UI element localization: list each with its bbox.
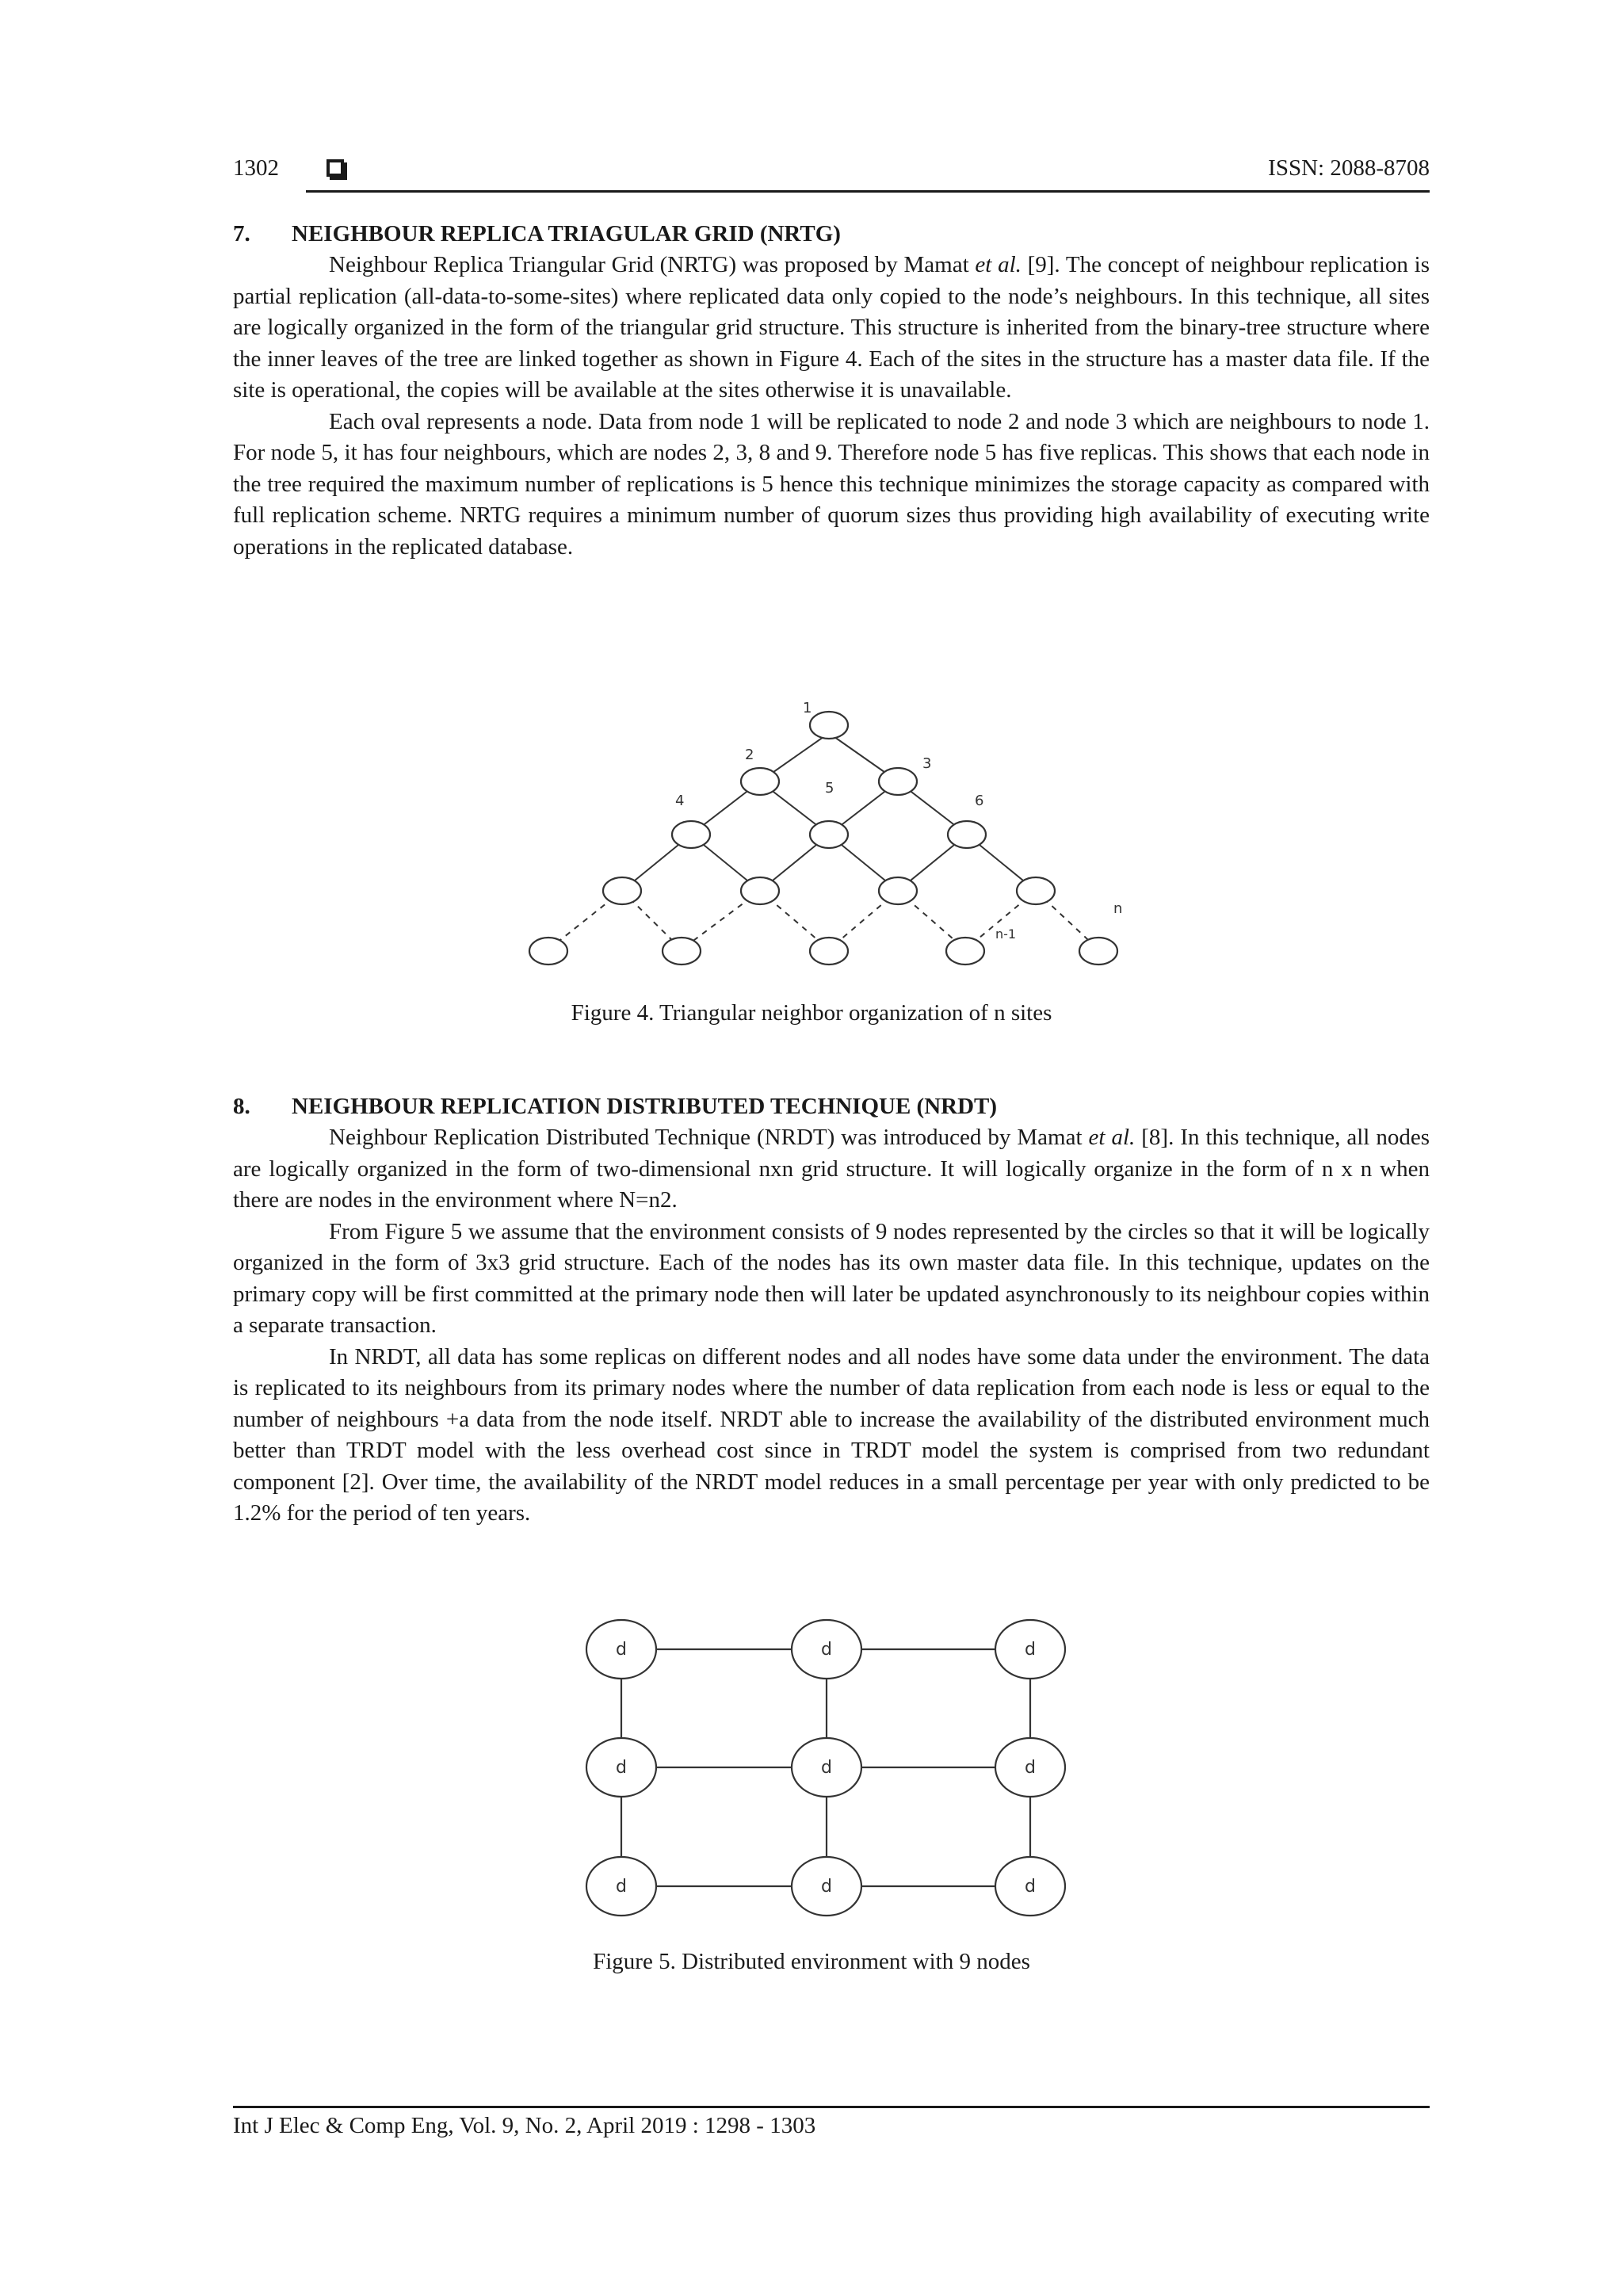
section-8-p1-text: Neighbour Replication Distributed Technique (NRDT) was introduced by Mamat <box>329 1125 1089 1150</box>
node-label-3: 3 <box>922 755 932 772</box>
grid-node-label: d <box>616 1758 627 1778</box>
section-7-p1-etal: et al. <box>975 252 1022 277</box>
section-7-heading: NEIGHBOUR REPLICA TRIAGULAR GRID (NRTG) <box>292 221 841 246</box>
page-number: 1302 <box>233 155 279 181</box>
section-8-p1-rest: [8]. In this technique, all nodes are logically organized in the form of two-dimensional nxn grid structure. It will logically organize in the form of n x n when there are nodes in the environment where N=n2. <box>233 1125 1430 1213</box>
node-label-n-1: n-1 <box>995 926 1017 942</box>
section-7-p1-rest: [9]. The concept of neighbour replication is partial replication (all-data-to-some-sites) where replicated data only copied to the node’s neighbours. In this technique, all sites are logically organized in the form of the triangular grid structure. This structure is inherited from the binary-tree structure where the inner leaves of the tree are linked together as shown in Figure 4. Each of the sites in the structure has a master data file. If the site is operational, the copies will be available at the sites otherwise it is unavailable. <box>233 252 1430 403</box>
grid-node-label: d <box>1025 1877 1036 1897</box>
footer-rule <box>233 2106 1430 2108</box>
section-8-number: 8. <box>233 1094 250 1119</box>
section-7-number: 7. <box>233 221 250 246</box>
node-label-n: n <box>1113 900 1123 917</box>
section-8-heading: NEIGHBOUR REPLICATION DISTRIBUTED TECHNIQUE (NRDT) <box>292 1094 998 1119</box>
figure-4-caption: Figure 4. Triangular neighbor organization of n sites <box>571 1000 1052 1026</box>
node-label-1: 1 <box>803 700 812 716</box>
node-label-6: 6 <box>975 793 984 809</box>
section-8-paragraph-2: From Figure 5 we assume that the environment consists of 9 nodes represented by the circles so that it will be logically organized in the form of 3x3 grid structure. Each of the nodes has its own master data file. In this technique, updates on the primary copy will be first committed at the primary node then will later be updated asynchronously to its neighbour copies within a separate transaction. <box>233 1218 1430 1338</box>
section-7-p1-text: Neighbour Replica Triangular Grid (NRTG) was proposed by Mamat <box>329 252 976 277</box>
grid-node-label: d <box>821 1640 832 1660</box>
section-7-paragraph-2: Each oval represents a node. Data from node 1 will be replicated to node 2 and node 3 which are neighbours to node 1. For node 5, it has four neighbours, which are nodes 2, 3, 8 and 9. Therefore node 5 has five replicas. This shows that each node in the tree required the maximum number of replications is 5 hence this technique minimizes the storage capacity as compared with full replication scheme. NRTG requires a minimum number of quorum sizes thus providing high availability of executing write operations in the replicated database. <box>233 408 1430 560</box>
grid-node-label: d <box>821 1877 832 1897</box>
grid-node-label: d <box>1025 1640 1036 1660</box>
node-label-5: 5 <box>825 780 834 797</box>
section-8-paragraph-3: In NRDT, all data has some replicas on different nodes and all nodes have some data under the environment. The data is replicated to its neighbours from its primary nodes where the number of data replication from each node is less or equal to the number of neighbours +a data from the node itself. NRDT able to increase the availability of the distributed environment much better than TRDT model with the less overhead cost since in TRDT model the system is comprised from two redundant component [2]. Over time, the availability of the NRDT model reduces in a small percentage per year with only predicted to be 1.2% for the period of ten years. <box>233 1343 1430 1526</box>
grid-node-label: d <box>616 1877 627 1897</box>
footer-citation: Int J Elec & Comp Eng, Vol. 9, No. 2, April 2019 : 1298 - 1303 <box>233 2113 816 2138</box>
node-label-4: 4 <box>675 793 685 809</box>
grid-node-label: d <box>616 1640 627 1660</box>
grid-node-label: d <box>821 1758 832 1778</box>
issn: ISSN: 2088-8708 <box>1268 155 1430 181</box>
figure-5-caption: Figure 5. Distributed environment with 9 nodes <box>593 1949 1030 1974</box>
section-8-p1-etal: et al. <box>1088 1125 1136 1150</box>
node-label-2: 2 <box>745 747 754 763</box>
grid-node-label: d <box>1025 1758 1036 1778</box>
